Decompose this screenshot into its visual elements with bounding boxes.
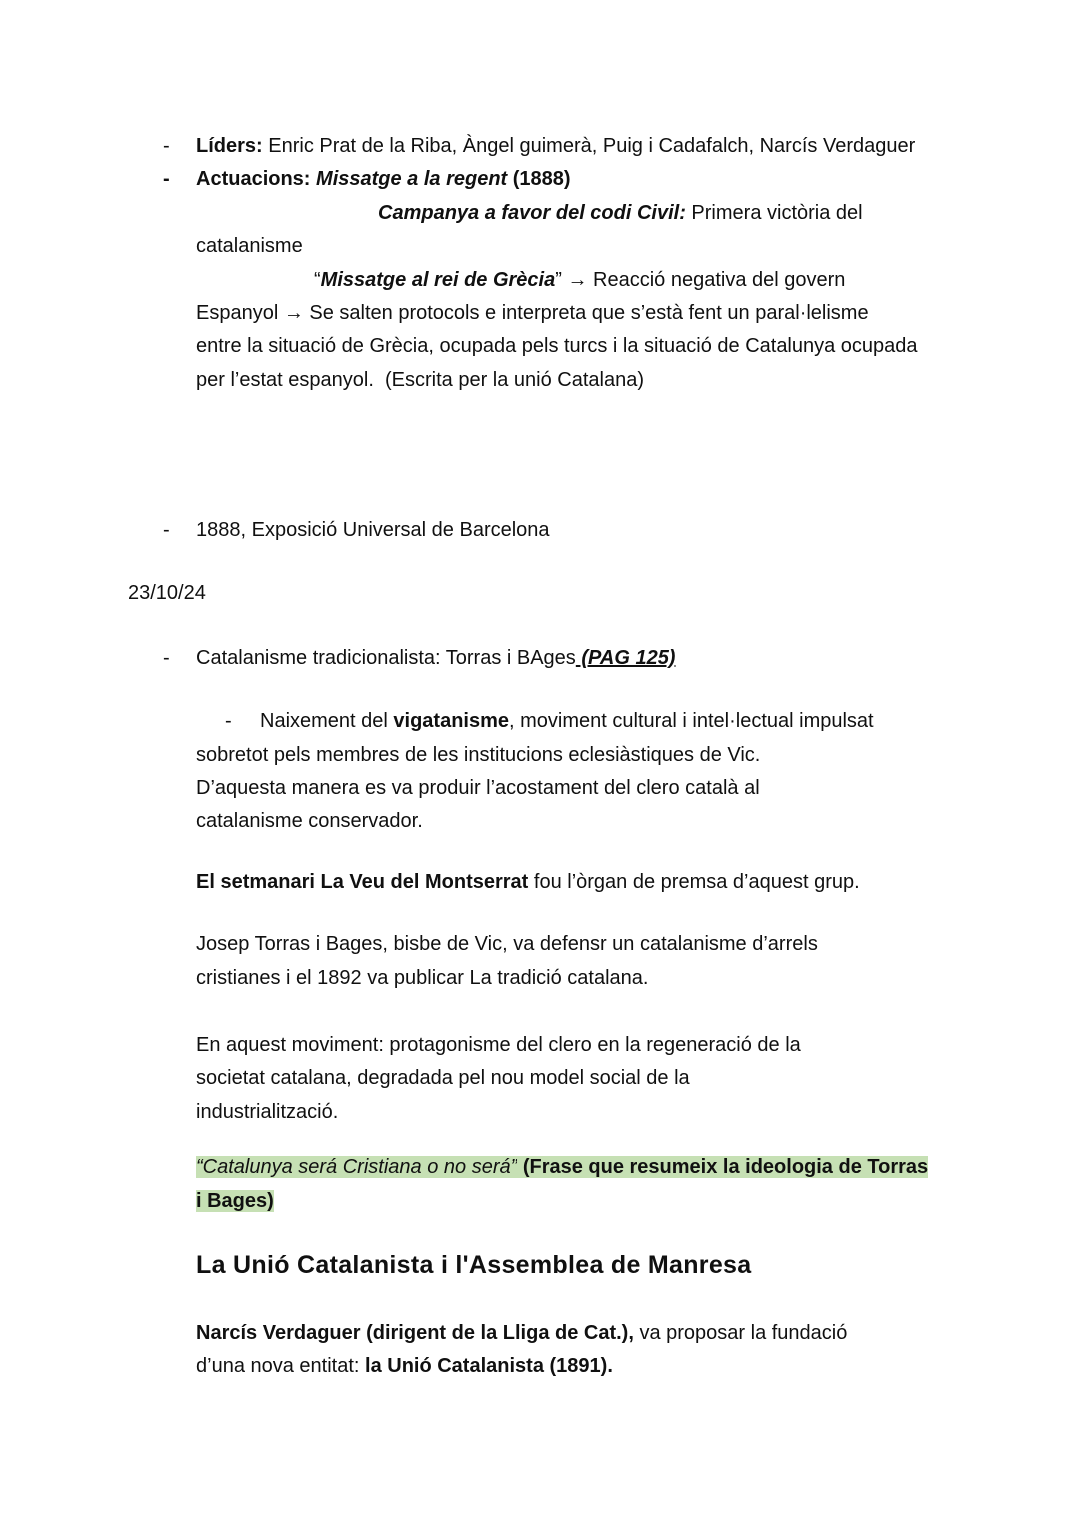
- espanyol-line: [0, 297, 1080, 330]
- text-segment: Narcís Verdaguer (dirigent de la Lliga de Cat.),: [196, 1321, 634, 1344]
- josep-line: [0, 928, 1080, 961]
- document-content: [0, 130, 1080, 1384]
- societat-line: [0, 1062, 1080, 1095]
- entitat-line: [0, 1350, 1080, 1383]
- text-segment: la Unió Catalanista (1891).: [365, 1355, 613, 1378]
- setmanari-paragraph: [0, 866, 1080, 899]
- text-segment: Primera victòria del: [685, 201, 863, 224]
- vigatanisme-paragraph: [0, 705, 1080, 839]
- sobretot-line: [0, 739, 1080, 772]
- text-segment: per l’estat espanyol. (Escrita per la unió Catalana): [196, 368, 645, 391]
- text-segment: Enric Prat de la Riba, Àngel guimerà, Puig i Cadafalch, Narcís Verdaguer: [268, 135, 916, 157]
- verdaguer-paragraph: [0, 1317, 1080, 1384]
- text-segment: entre la situació de Grècia, ocupada pels turcs i la situació de Catalunya ocupada: [196, 335, 918, 358]
- text-segment: Líders:: [196, 135, 269, 157]
- entre-line: [0, 330, 1080, 363]
- text-segment: , moviment cultural i intel·lectual impulsat: [509, 710, 874, 733]
- text-segment: catalanisme: [196, 235, 303, 258]
- text-segment: i Bages): [196, 1189, 274, 1212]
- text-segment: cristianes i el 1892 va publicar La tradició catalana.: [196, 966, 649, 989]
- text-segment: sobretot pels membres de les institucions eclesiàstiques de Vic.: [196, 743, 761, 766]
- liders-line: [0, 130, 1080, 163]
- text-segment: 1888, Exposició Universal de Barcelona: [196, 519, 550, 542]
- date-line: [0, 577, 1080, 610]
- text-segment: fou l’òrgan de premsa d’aquest grup.: [528, 870, 860, 893]
- expo-1888-block: [0, 514, 1080, 547]
- text-segment: Naixement del: [260, 710, 394, 733]
- text-segment: catalanisme conservador.: [196, 810, 423, 833]
- unio-catalana-notes: [0, 130, 1080, 397]
- section-heading: [0, 1245, 1080, 1285]
- text-segment: 23/10/24: [128, 581, 206, 604]
- moviment-line: [0, 1029, 1080, 1062]
- text-segment: Actuacions:: [196, 168, 317, 191]
- text-segment: El setmanari La Veu del Montserrat: [196, 870, 529, 893]
- tradicionalista-block: [0, 642, 1080, 675]
- date-block: [0, 577, 1080, 610]
- frase-highlight-block: [0, 1151, 1080, 1218]
- text-segment: ” → Reacció negativa del govern: [555, 268, 846, 291]
- text-segment: d’una nova entitat:: [196, 1355, 366, 1378]
- moviment-paragraph: [0, 1029, 1080, 1129]
- text-segment: En aquest moviment: protagonisme del clero en la regeneració de la: [196, 1034, 801, 1057]
- daquesta-line: [0, 772, 1080, 805]
- text-segment: Catalanisme tradicionalista: Torras i BAges: [196, 646, 576, 669]
- frase-line-1: [0, 1151, 1080, 1184]
- catalanisme-line: [0, 230, 1080, 263]
- bullet-dash: -: [163, 519, 170, 542]
- setmanari-line: [0, 866, 1080, 899]
- text-segment: “: [314, 268, 321, 291]
- actuacions-line: [0, 163, 1080, 196]
- bullet-dash: -: [225, 710, 232, 733]
- bullet-dash: -: [163, 135, 170, 157]
- industrialitzacio-line: [0, 1096, 1080, 1129]
- text-segment: “Catalunya será Cristiana o no será”: [196, 1156, 518, 1179]
- text-segment: La Unió Catalanista i l'Assemblea de Manresa: [196, 1250, 752, 1279]
- missatge-grecia-line: [0, 264, 1080, 297]
- verdaguer-line: [0, 1317, 1080, 1350]
- tradicionalista-line: [0, 642, 1080, 675]
- text-segment: Campanya a favor del codi Civil:: [378, 201, 686, 224]
- text-segment: (1888): [507, 168, 571, 191]
- text-segment: (Frase que resumeix la ideologia de Torras: [517, 1156, 929, 1179]
- text-segment: Missatge a la regent: [316, 168, 508, 191]
- bullet-dash: -: [163, 646, 170, 669]
- campanya-line: [0, 197, 1080, 230]
- estat-line: [0, 364, 1080, 397]
- cristianes-line: [0, 962, 1080, 995]
- naixement-line: [0, 705, 1080, 738]
- conservador-line: [0, 805, 1080, 838]
- text-segment: industrialització.: [196, 1100, 339, 1123]
- frase-line-2: [0, 1185, 1080, 1218]
- text-segment: societat catalana, degradada pel nou model social de la: [196, 1067, 690, 1090]
- text-segment: vigatanisme: [393, 710, 510, 733]
- heading-line: [0, 1245, 1080, 1285]
- text-segment: Missatge al rei de Grècia: [320, 268, 556, 291]
- text-segment: Josep Torras i Bages, bisbe de Vic, va defensr un catalanisme d’arrels: [196, 933, 818, 956]
- text-segment: D’aquesta manera es va produir l’acostament del clero català al: [196, 777, 760, 800]
- expo-line: [0, 514, 1080, 547]
- bullet-dash: -: [163, 168, 170, 191]
- text-segment: (PAG 125): [575, 646, 676, 669]
- text-segment: va proposar la fundació: [633, 1321, 848, 1344]
- text-segment: Espanyol → Se salten protocols e interpreta que s’està fent un paral·lelisme: [196, 301, 869, 324]
- torras-bages-paragraph: [0, 928, 1080, 995]
